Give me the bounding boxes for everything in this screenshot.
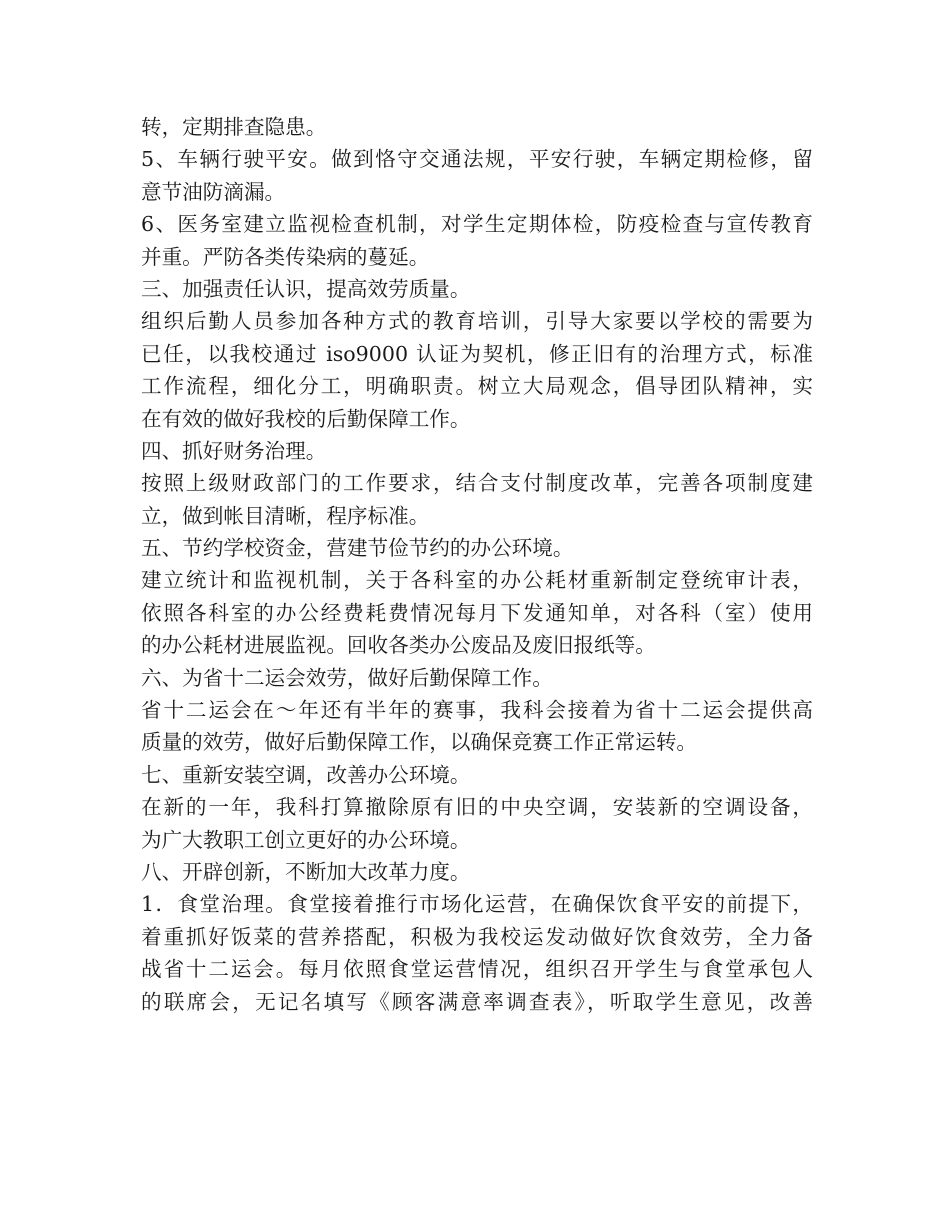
document-line: 在有效的做好我校的后勤保障工作。 <box>141 406 471 431</box>
document-line: 的联席会，无记名填写《顾客满意率调查表》，听取学生意见，改善 <box>141 989 813 1014</box>
document-line: 着重抓好饭菜的营养搭配，积极为我校运发动做好饮食效劳，全力备 <box>141 924 813 949</box>
document-line: 6、医务室建立监视检查机制，对学生定期体检，防疫检查与宣传教育 <box>141 212 813 237</box>
document-line: 的办公耗材进展监视。回收各类办公废品及废旧报纸等。 <box>141 633 656 658</box>
document-line: 转，定期排查隐患。 <box>141 115 327 139</box>
document-line: 5、车辆行驶平安。做到恪守交通法规，平安行驶，车辆定期检修，留 <box>141 147 813 172</box>
document-line: 1．食堂治理。食堂接着推行市场化运营，在确保饮食平安的前提下， <box>141 892 813 917</box>
document-line: 在新的一年，我科打算撤除原有旧的中央空调，安装新的空调设备， <box>141 795 813 820</box>
document-line: 并重。严防各类传染病的蔓延。 <box>141 244 430 269</box>
document-line: 依照各科室的办公经费耗费情况每月下发通知单，对各科（室）使用 <box>141 600 813 625</box>
document-line: 按照上级财政部门的工作要求，结合支付制度改革，完善各项制度建 <box>141 471 813 496</box>
document-line: 三、加强责任认识，提高效劳质量。 <box>141 276 471 301</box>
document-line: 六、为省十二运会效劳，做好后勤保障工作。 <box>141 665 553 690</box>
document-body <box>141 111 813 1018</box>
document-line: 工作流程，细化分工，明确职责。树立大局观念，倡导团队精神，实 <box>141 374 813 399</box>
document-line: 质量的效劳，做好后勤保障工作，以确保竞赛工作正常运转。 <box>141 730 698 755</box>
document-line: 七、重新安装空调，改善办公环境。 <box>141 762 471 787</box>
document-line: 为广大教职工创立更好的办公环境。 <box>141 827 471 852</box>
document-line: 四、抓好财务治理。 <box>141 438 327 463</box>
document-line: 建立统计和监视机制，关于各科室的办公耗材重新制定登统审计表， <box>141 568 813 593</box>
document-line: 组织后勤人员参加各种方式的教育培训，引导大家要以学校的需要为 <box>141 309 813 334</box>
document-line: 五、节约学校资金，营建节俭节约的办公环境。 <box>141 536 574 561</box>
document-line: 省十二运会在～年还有半年的赛事，我科会接着为省十二运会提供高 <box>141 698 813 723</box>
document-line: 战省十二运会。每月依照食堂运营情况，组织召开学生与食堂承包人 <box>141 957 813 982</box>
document-line: 立，做到帐目清晰，程序标准。 <box>141 503 430 528</box>
document-line: 已任，以我校通过 iso9000 认证为契机，修正旧有的治理方式，标准 <box>141 341 813 366</box>
document-line: 八、开辟创新，不断加大改革力度。 <box>141 859 471 884</box>
document-line: 意节油防滴漏。 <box>141 179 286 204</box>
